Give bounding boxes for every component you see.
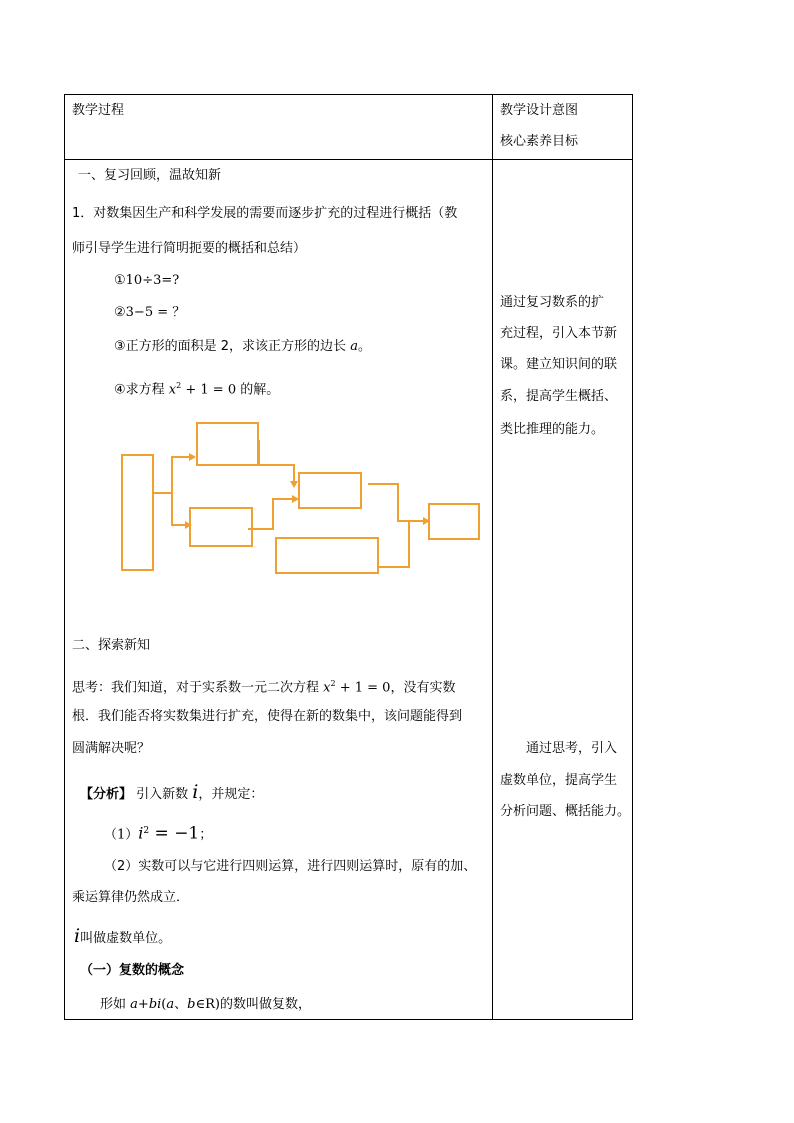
number-system-diagram (118, 415, 484, 580)
diagram-box-center (299, 473, 361, 508)
note2-line3: 分析问题、概括能力。 (500, 804, 631, 819)
section1-title: 一、复习回顾，温故知新 (78, 168, 222, 183)
header-left: 教学过程 (72, 103, 125, 118)
diagram-box-bottom (276, 538, 378, 573)
diagram-arrow-1 (153, 457, 190, 493)
complex-definition: 形如 a+bi(a、b∈R)的数叫做复数， (100, 997, 311, 1012)
question-3: ③正方形的面积是 2，求该正方形的边长 a。 (114, 339, 371, 354)
header-right-line2: 核心素养目标 (500, 134, 579, 149)
header-divider (64, 159, 633, 160)
note1-line1: 通过复习数系的扩 (500, 295, 605, 310)
note1-line5: 类比推理的能力。 (500, 422, 605, 437)
imaginary-unit: i叫做虚数单位。 (74, 925, 172, 947)
note2-line2: 虚数单位，提高学生 (500, 773, 618, 788)
diagram-arrow-2 (172, 493, 186, 525)
question-1: ①10÷3=? (114, 273, 180, 288)
diagram-arrow-3 (259, 440, 294, 481)
section2-title: 二、探索新知 (72, 638, 151, 653)
note1-line4: 系，提高学生概括、 (500, 389, 618, 404)
question-2: ②3−5 = ？ (114, 305, 186, 320)
diagram-box-left (122, 455, 153, 570)
think-line3: 圆满解决呢？ (72, 741, 151, 756)
column-divider (492, 94, 493, 1020)
think-line1: 思考：我们知道，对于实系数一元二次方程 $x^2 + 1 = 0$，没有实数 (72, 679, 456, 696)
diagram-box-middle (190, 508, 252, 546)
analysis: 【分析】 引入新数 i，并规定： (80, 781, 264, 803)
note2-line1: 通过思考，引入 (526, 741, 618, 756)
rule-2-line1: （2）实数可以与它进行四则运算，进行四则运算时，原有的加、 (104, 859, 477, 874)
diagram-box-top (197, 423, 258, 465)
note1-line3: 课。建立知识间的联 (500, 357, 618, 372)
header-right-line1: 教学设计意图 (500, 103, 579, 118)
diagram-arrow-5 (368, 484, 424, 521)
rule-1: $(1)i^2 = -1$； (104, 823, 213, 844)
item1-line1: 1．对数集因生产和科学发展的需要而逐步扩充的过程进行概括（教 (72, 206, 458, 221)
question-4: ④求方程 $x^2 + 1 = 0$ 的解。 (114, 381, 280, 398)
diagram-box-right (429, 504, 479, 539)
think-line2: 根．我们能否将实数集进行扩充，使得在新的数集中，该问题能得到 (72, 709, 463, 724)
rule-2-line2: 乘运算律仍然成立． (72, 890, 190, 905)
note1-line2: 充过程，引入本节新 (500, 326, 618, 341)
subsection-complex-concept: （一）复数的概念 (80, 963, 185, 978)
item1-line2: 师引导学生进行简明扼要的概括和总结） (72, 241, 307, 256)
diagram-arrow-4 (248, 499, 292, 529)
diagram-arrow-6 (378, 521, 409, 567)
